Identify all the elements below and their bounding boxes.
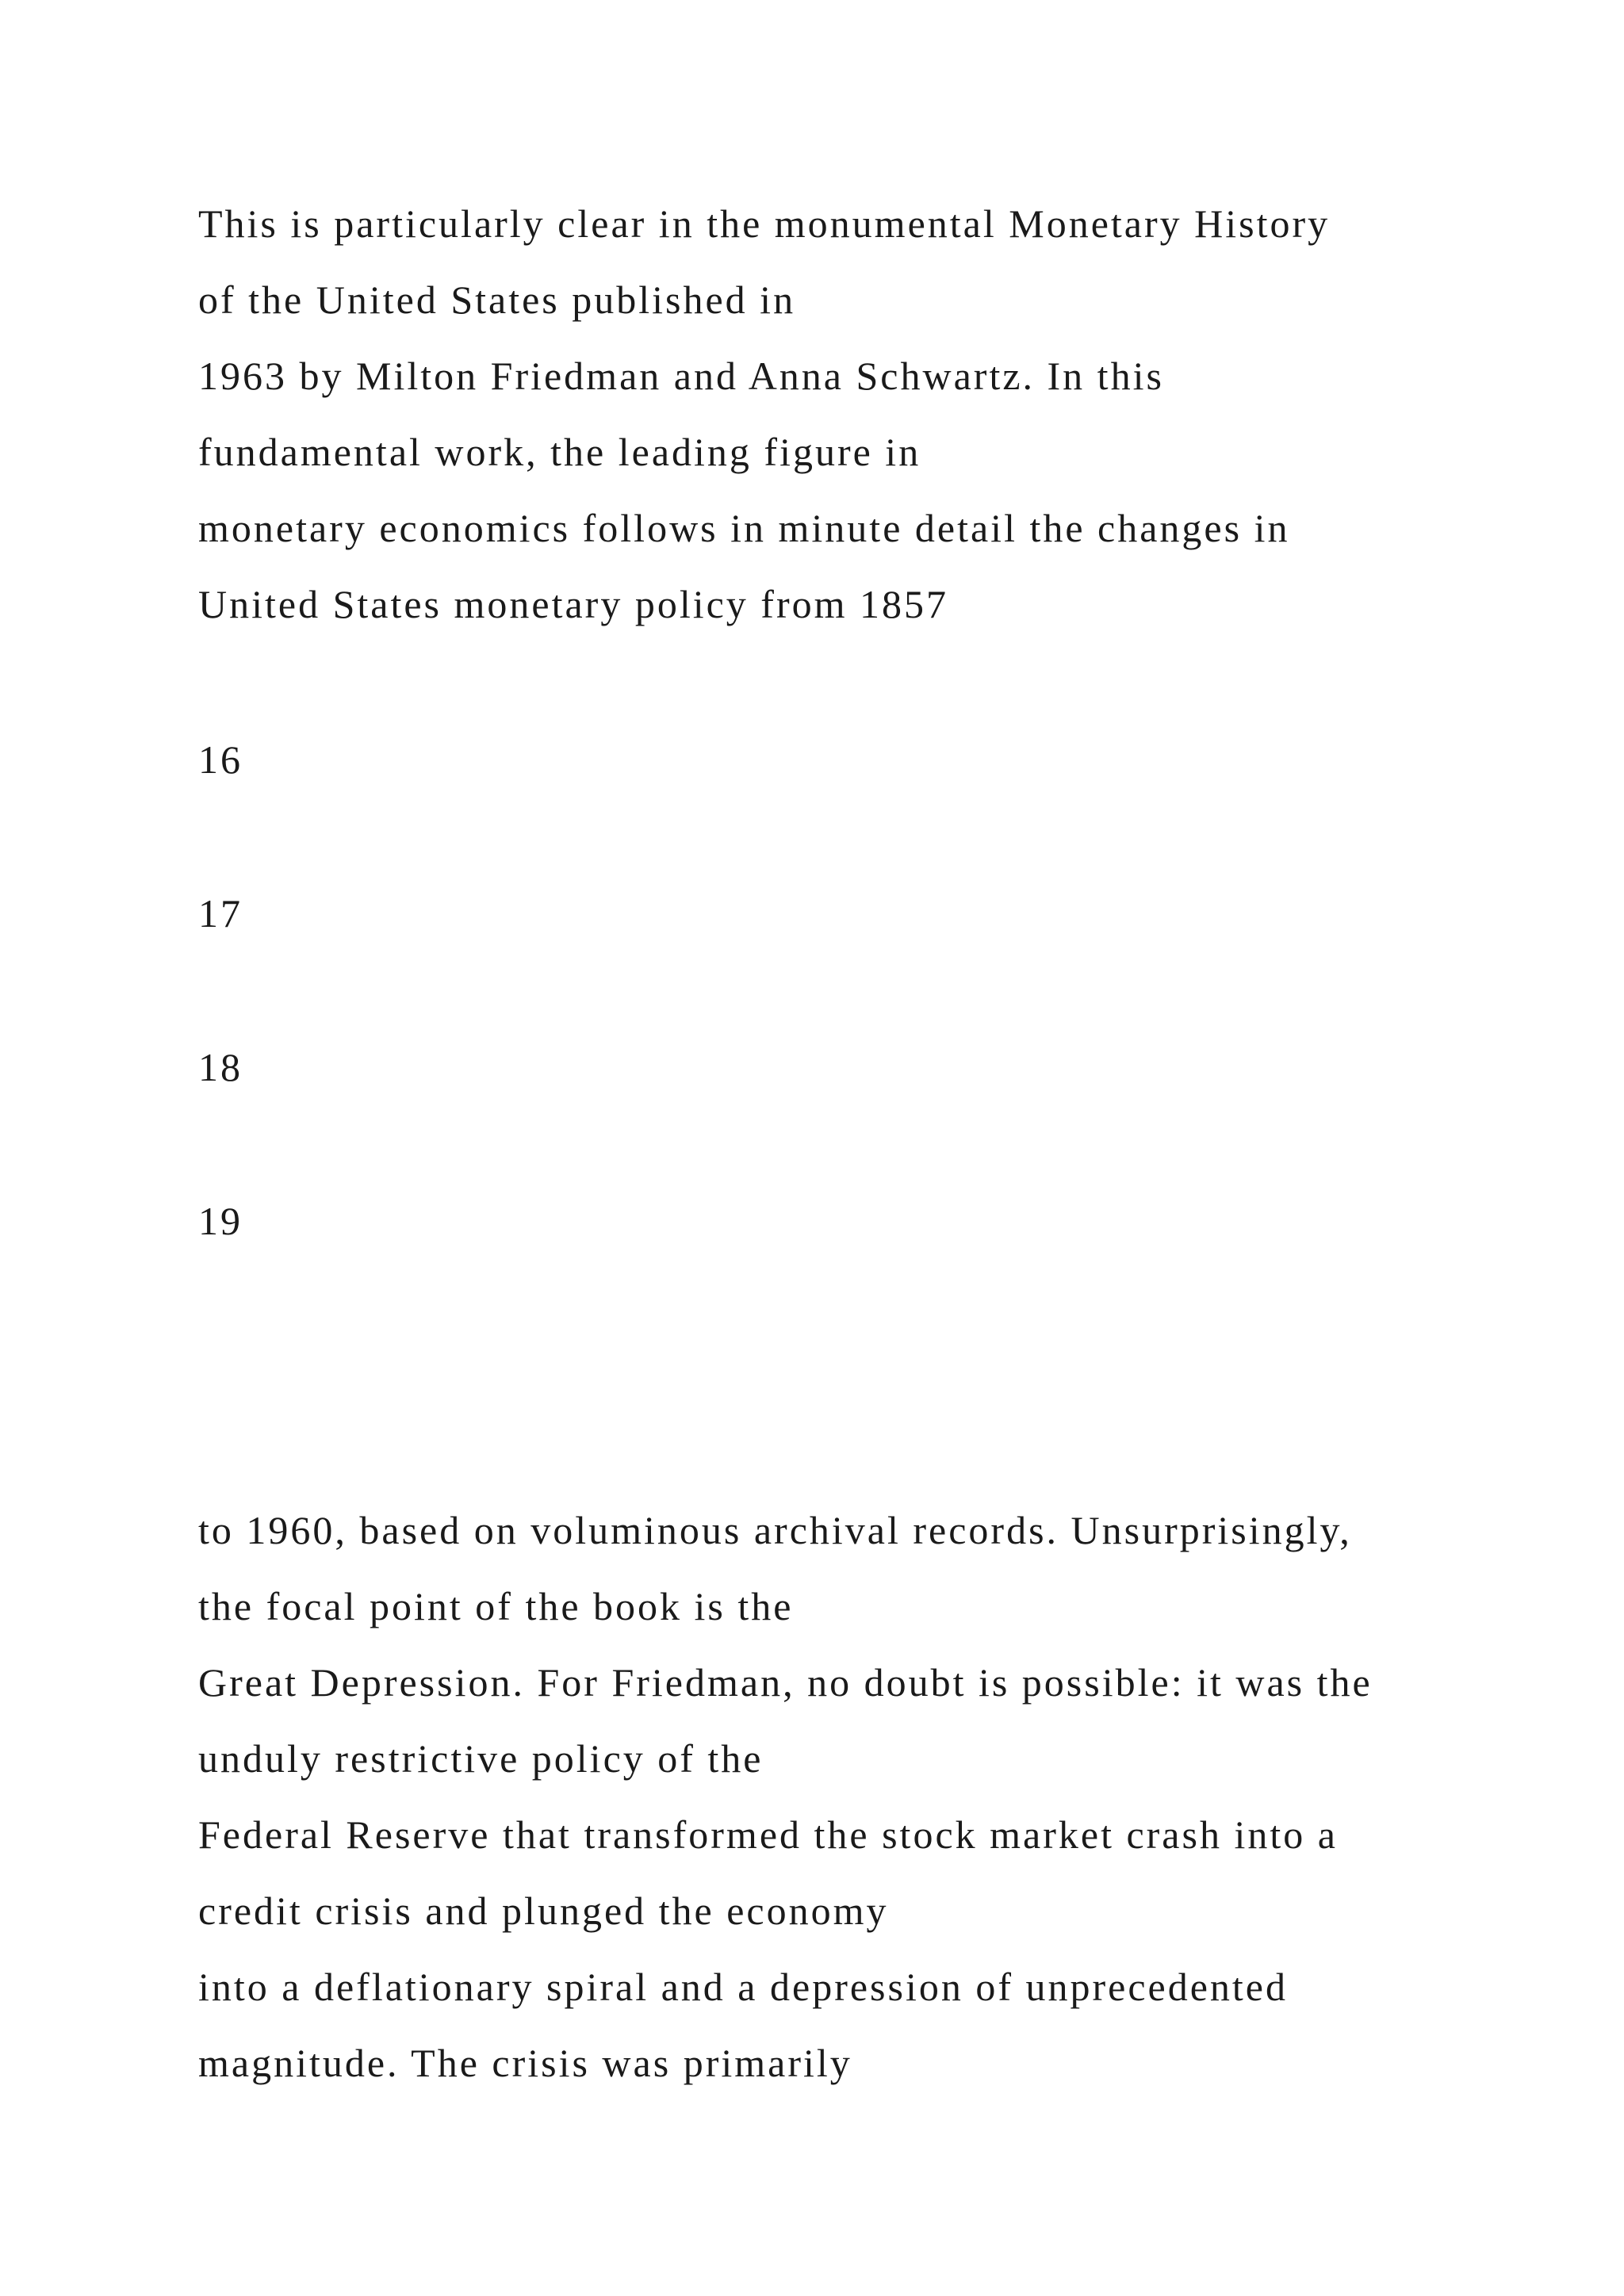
text-line: unduly restrictive policy of the bbox=[198, 1736, 764, 1781]
footnote-number: 16 bbox=[198, 737, 243, 782]
text-line: monetary economics follows in minute detail the changes in bbox=[198, 506, 1290, 550]
text-line: the focal point of the book is the bbox=[198, 1584, 794, 1628]
text-line: fundamental work, the leading figure in bbox=[198, 430, 921, 474]
footnote-number: 19 bbox=[198, 1199, 243, 1243]
text-line: magnitude. The crisis was primarily bbox=[198, 2041, 852, 2085]
text-line: Federal Reserve that transformed the stock market crash into a bbox=[198, 1812, 1338, 1857]
footnote-number: 17 bbox=[198, 891, 243, 936]
text-line: to 1960, based on voluminous archival records. Unsurprisingly, bbox=[198, 1508, 1352, 1552]
text-line: of the United States published in bbox=[198, 277, 796, 322]
text-line: Great Depression. For Friedman, no doubt is possible: it was the bbox=[198, 1660, 1373, 1705]
footnote-number: 18 bbox=[198, 1045, 243, 1089]
text-line: credit crisis and plunged the economy bbox=[198, 1888, 889, 1933]
text-line: 1963 by Milton Friedman and Anna Schwartz. In this bbox=[198, 354, 1164, 398]
text-line: This is particularly clear in the monumental Monetary History bbox=[198, 201, 1331, 246]
text-line: United States monetary policy from 1857 bbox=[198, 582, 949, 626]
text-line: into a deflationary spiral and a depression of unprecedented bbox=[198, 1965, 1288, 2009]
